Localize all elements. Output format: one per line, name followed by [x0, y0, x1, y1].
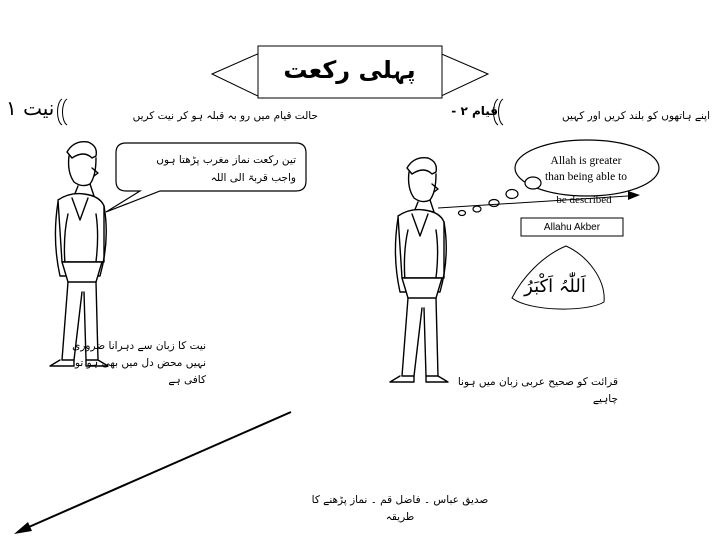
niyat-step-label: نیت ۱ [6, 96, 55, 120]
footer-line-1: صدیق عباس ۔ فاضل قم ۔ نماز پڑھنے کا [311, 494, 489, 506]
thought-line-2: than being able to [544, 171, 628, 183]
qibla-niyat-label: حالت قیام میں رو بہ قبلہ ہو کر نیت کریں [132, 110, 318, 122]
qiyam-step-label: قیام ۲ - [451, 104, 498, 118]
niyat-note-line-3: کافی ہے [168, 374, 206, 386]
thought-text [536, 153, 636, 185]
niyat-note-line-1: نیت کا زبان سے دہرانا ضروری [72, 340, 206, 352]
qirat-note-line-1: قرائت کو صحیح عربی زبان میں ہونا [457, 376, 618, 388]
footer-credit [300, 492, 500, 526]
page-title: پہلی رکعت [283, 56, 416, 84]
arabic-takbir-text: اَللّٰہُ اَکْبَرُ [524, 276, 586, 297]
qirat-note [412, 374, 618, 408]
figure-right [390, 158, 448, 382]
qirat-note-line-2: چاہیے [592, 393, 618, 405]
bubble-line-1: تین رکعت نماز مغرب پڑھتا ہوں [156, 154, 296, 166]
thought-line-1: Allah is greater [550, 155, 622, 167]
figure-left [50, 142, 108, 366]
raise-hands-label: اپنے ہاتھوں کو بلند کریں اور کہیں [561, 110, 710, 122]
footer-line-2: طریقہ [385, 511, 415, 523]
thought-line-3: be described [556, 194, 612, 206]
allahu-akber-label: Allahu Akber [543, 221, 601, 233]
bottom-arrow [14, 412, 291, 534]
bubble-line-2: واجب قربۃ الی اللہ [210, 172, 296, 184]
niyat-note-line-2: نہیں محض دل میں بھی ہو تو [74, 357, 206, 369]
niyat-note [44, 338, 206, 389]
